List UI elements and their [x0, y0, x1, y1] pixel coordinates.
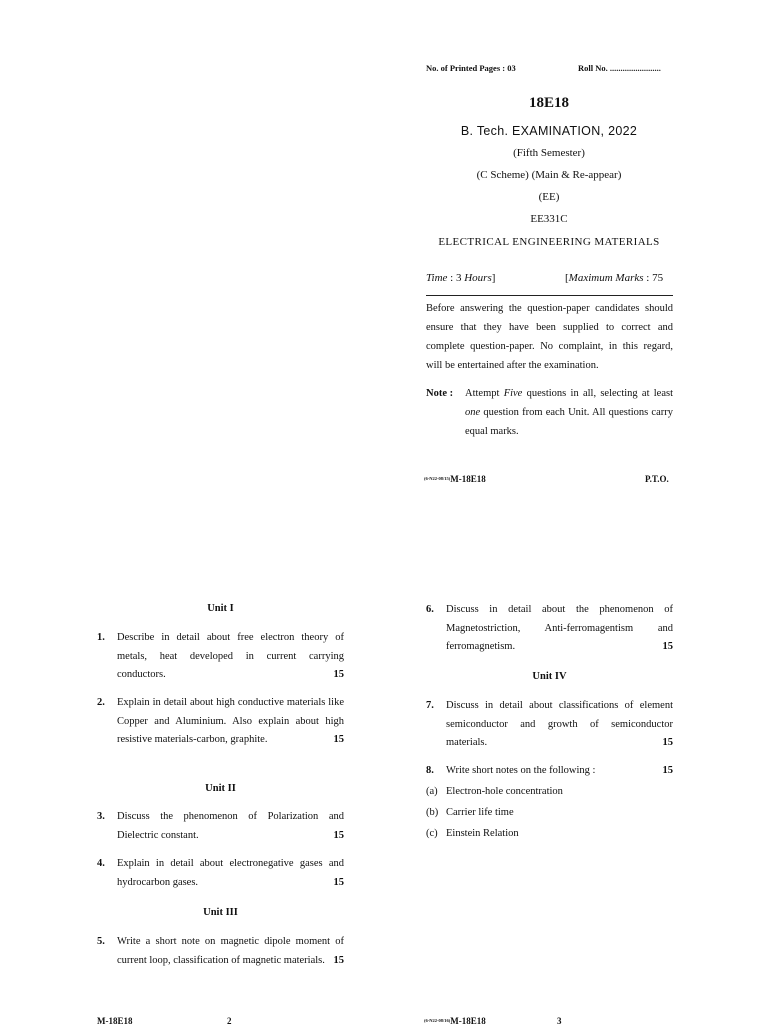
semester: (Fifth Semester)	[513, 147, 585, 159]
subject-name: ELECTRICAL ENGINEERING MATERIALS	[438, 236, 660, 248]
footer-right-code: $^{(6-N22-08/16)}$M-18E18	[424, 1016, 486, 1026]
unit-3-heading: Unit III	[203, 907, 238, 918]
footer-left-code: M-18E18	[97, 1016, 133, 1026]
unit-4-heading: Unit IV	[532, 671, 567, 682]
paper-code-heading: 18E18	[528, 95, 569, 111]
branch: (EE)	[538, 191, 560, 203]
exam-title: B. Tech. EXAMINATION, 2022	[460, 124, 638, 138]
question-3: 3. Discuss the phenomenon of Polarization and Dielectric constant. 15	[97, 811, 344, 841]
printed-pages: No. of Printed Pages : 03	[426, 63, 516, 73]
time-allowed: Time : 3 Hours]	[426, 272, 496, 284]
instructions: Before answering the question-paper candidates should ensure that they have been supplied to correct and complete question-paper. No complaint, in this regard, will be entertained after the examination.	[426, 303, 673, 371]
footer-left-page: 2	[227, 1016, 232, 1026]
subject-code: EE331C	[530, 213, 568, 225]
question-6: 6. Discuss in detail about the phenomenon of Magnetostriction, Anti-ferromagentism and ferromagnetism. 15	[426, 604, 673, 652]
note-label: Note :	[426, 388, 454, 399]
maximum-marks: [Maximum Marks : 75	[565, 272, 664, 284]
question-4: 4. Explain in detail about electronegative gases and hydrocarbon gases. 15	[97, 858, 344, 888]
note-text: Attempt Five questions in all, selecting at least one question from each Unit. All questions carry equal marks.	[465, 388, 674, 437]
question-7: 7. Discuss in detail about classifications of element semiconductor and growth of semiconductor materials. 15	[426, 700, 673, 748]
unit-1-heading: Unit I	[207, 603, 234, 614]
unit-2-heading: Unit II	[205, 783, 236, 794]
pto: P.T.O.	[645, 474, 669, 484]
divider	[426, 295, 673, 296]
question-1: 1. Describe in detail about free electron theory of metals, heat developed in current carrying conductors. 15	[97, 632, 344, 680]
question-2: 2. Explain in detail about high conductive materials like Copper and Aluminium. Also explain about high resistive materials-carbon, graphite. 15	[97, 697, 344, 745]
roll-number: Roll No. ........................	[578, 63, 661, 73]
scheme: (C Scheme) (Main & Re-appear)	[476, 169, 622, 181]
footer-code: $^{(6-N22-08/15)}$M-18E18	[424, 474, 486, 484]
footer-right-page: 3	[557, 1016, 562, 1026]
question-8: 8. Write short notes on the following : 15	[426, 765, 673, 776]
question-5: 5. Write a short note on magnetic dipole moment of current loop, classification of magnetic materials. 15	[97, 936, 344, 966]
